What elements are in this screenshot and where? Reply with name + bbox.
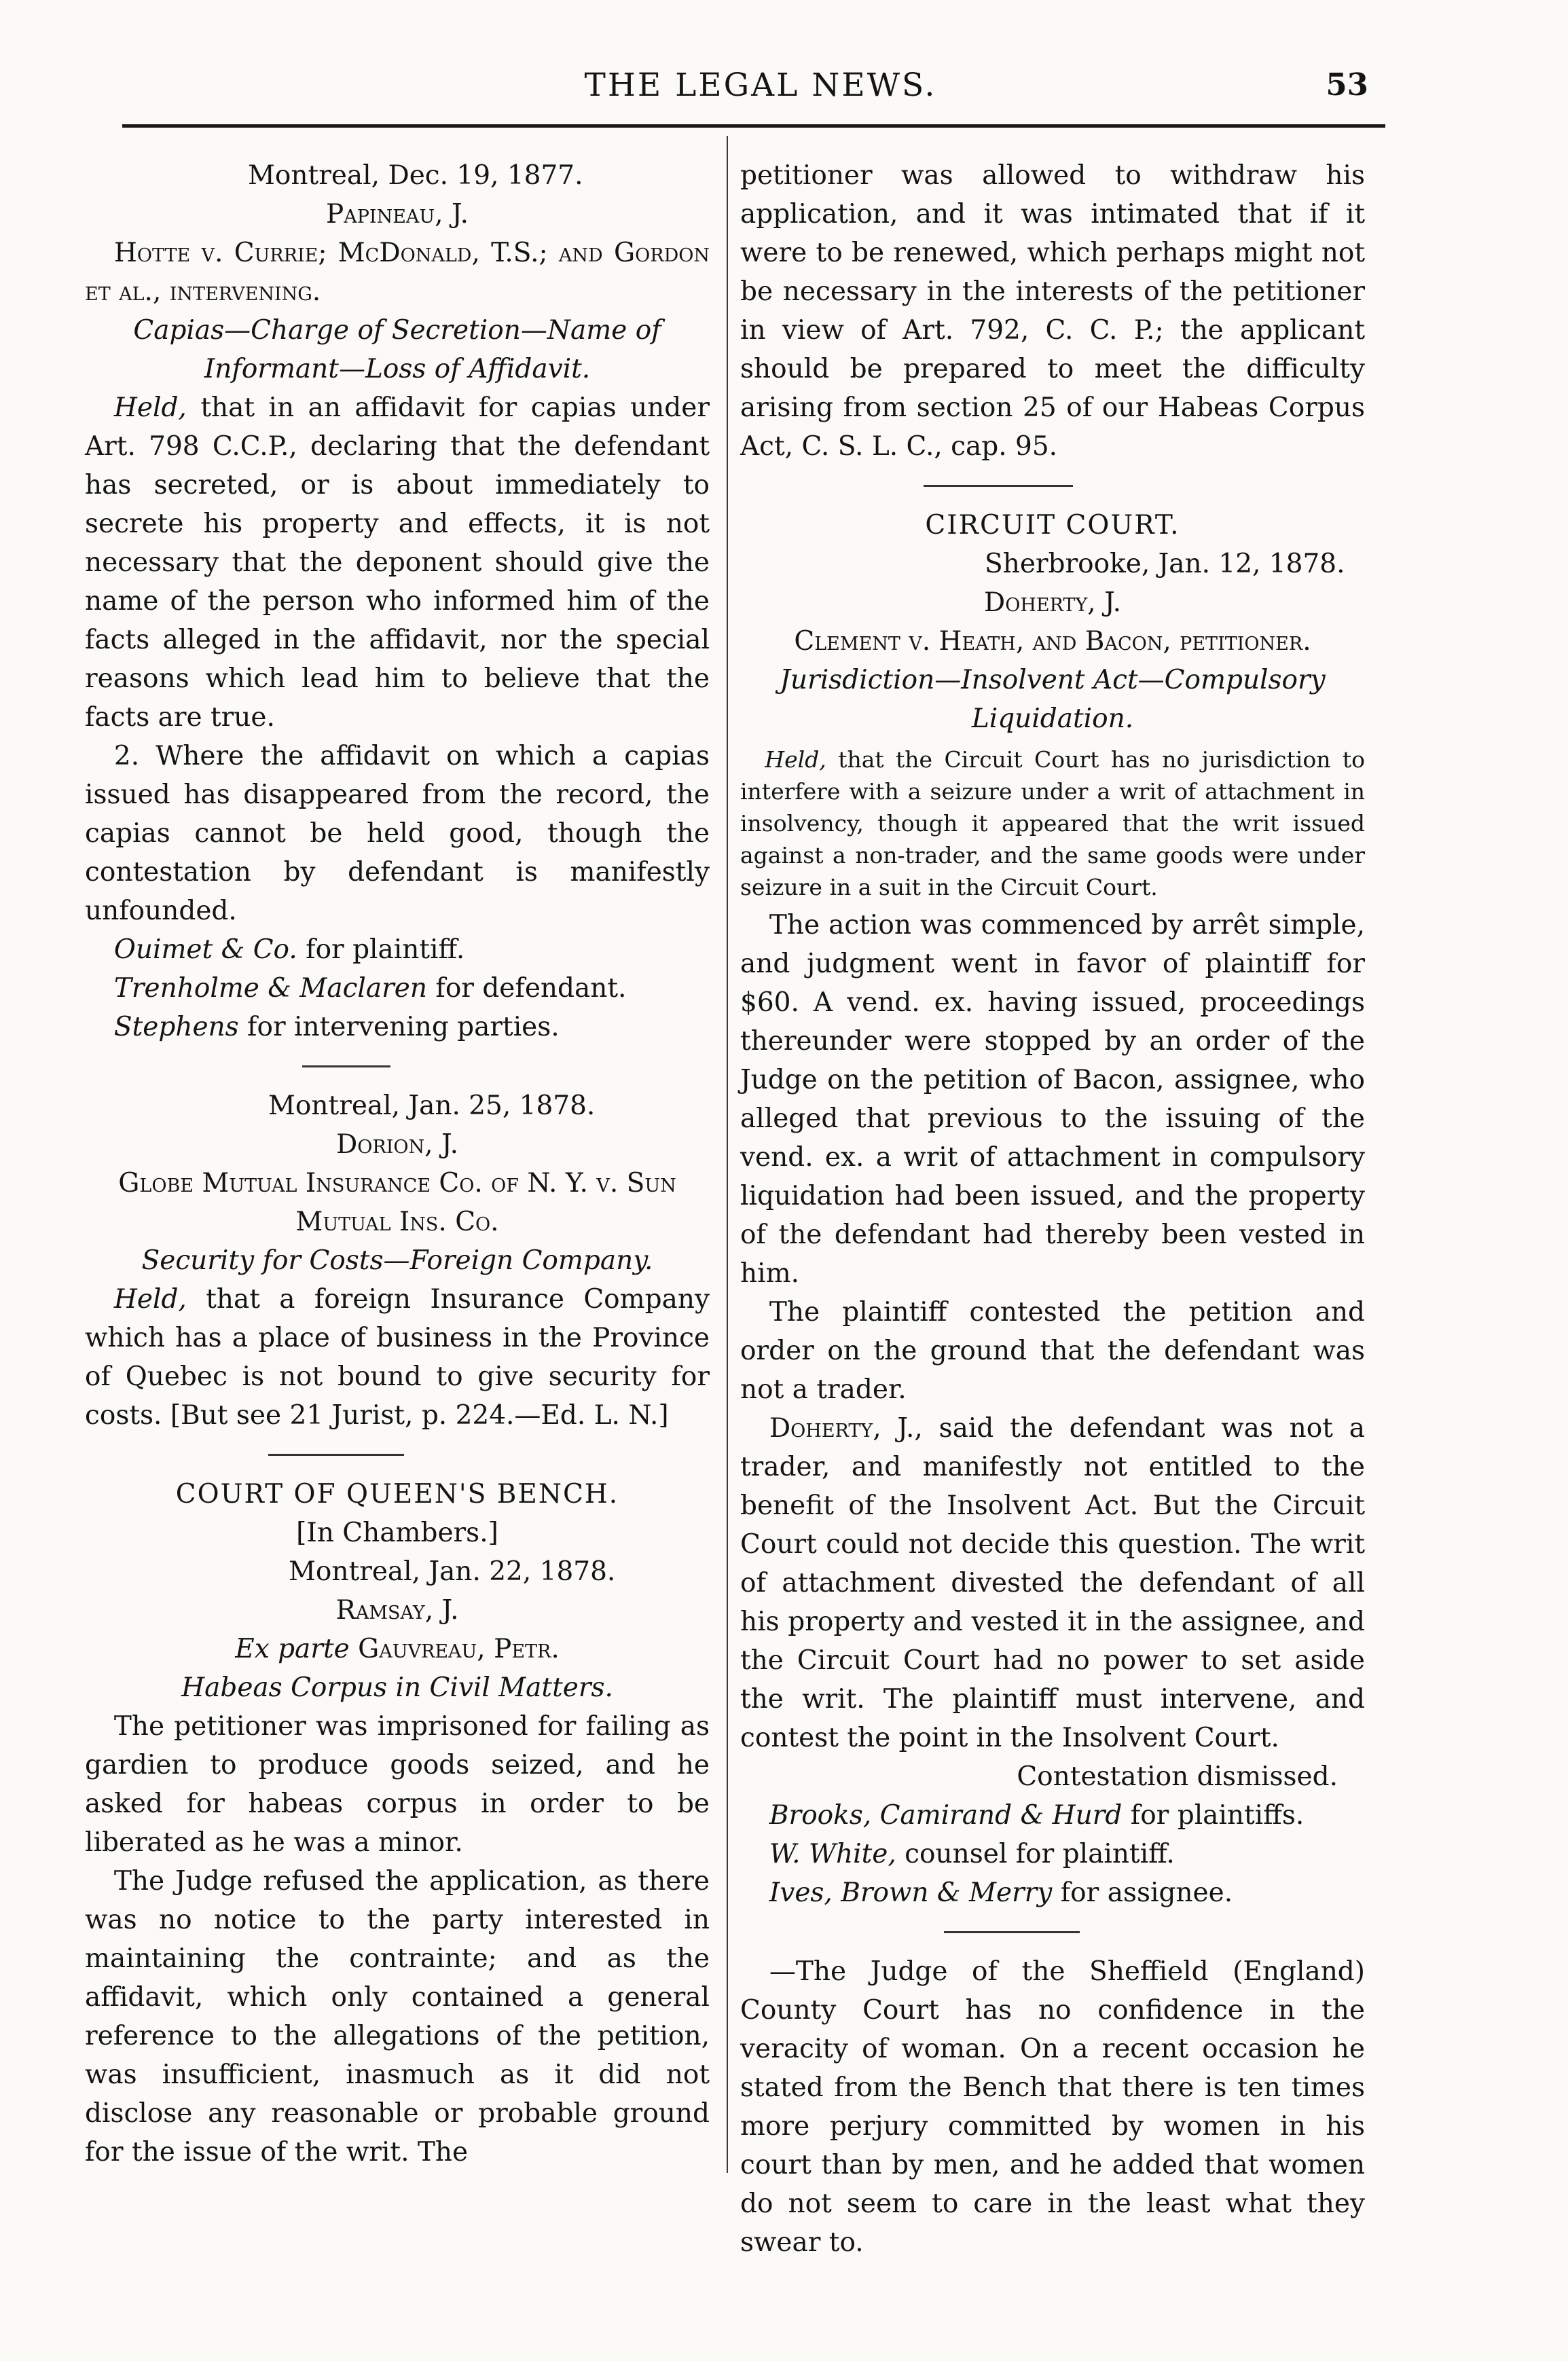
counsel-line (740, 1835, 1365, 1873)
held-lead: Held, (765, 746, 826, 773)
right-column (740, 156, 1365, 2262)
case-judge: Doherty, J. (983, 587, 1122, 618)
section-rule (302, 1065, 390, 1067)
parties-italic: Ex parte (235, 1634, 350, 1664)
counsel-name: W. White, (769, 1839, 896, 1869)
page-header (143, 60, 1379, 114)
case-hotte-v-currie (85, 156, 710, 1046)
counsel-role: for plaintiffs. (1122, 1800, 1305, 1831)
case-held (85, 388, 710, 737)
case-topic: Security for Costs—Foreign Company. (141, 1245, 653, 1276)
counsel-name: Ouimet & Co. (113, 934, 297, 965)
counsel-line (85, 1008, 710, 1046)
case-judge: Dorion, J. (336, 1129, 458, 1160)
case-parties: Globe Mutual Insurance Co. of N. Y. v. Sun Mutual Ins. Co. (118, 1168, 676, 1237)
section-rule (924, 485, 1073, 487)
header-rule (122, 124, 1385, 128)
counsel-name: Trenholme & Maclaren (113, 973, 427, 1004)
case-paragraph (740, 1409, 1365, 1757)
left-column (85, 156, 710, 2172)
judge-lead: Doherty, J., (769, 1413, 923, 1444)
case-held (85, 1280, 710, 1435)
case-date-place: Montreal, Jan. 25, 1878. (268, 1091, 596, 1121)
case-paragraph: The plaintiff contested the petition and order on the ground that the defendant was not a trader. (740, 1297, 1365, 1405)
section-rule (944, 1931, 1080, 1933)
case-paragraph: The petitioner was imprisoned for failing as gardien to produce goods seized, and he asked for habeas corpus in order to be liberated as he was a minor. (85, 1711, 710, 1858)
case-globe-v-sun (85, 1086, 710, 1435)
column-divider (727, 136, 728, 2173)
case-topic: Capias—Charge of Secretion—Name of Informant—Loss of Affidavit. (133, 315, 661, 384)
counsel-role: for defendant. (426, 973, 627, 1004)
counsel-line (85, 969, 710, 1008)
page-number: 53 (1326, 67, 1368, 103)
held-text: that in an affidavit for capias under Art. 798 C.C.P., declaring that the defendant has secreted, or is about immediately to secrete his property and effects, it is not necessary that the deponent should give the name of the person who informed him of the facts alleged in the affidavit, nor the special reasons which lead him to believe that the facts are true. (85, 392, 710, 733)
journal-title: THE LEGAL NEWS. (584, 67, 937, 104)
court-heading: CIRCUIT COURT. (925, 510, 1180, 541)
case-parties: Clement v. Heath, and Bacon, petitioner. (794, 626, 1311, 657)
held-lead: Held, (113, 1284, 187, 1315)
held-text: that a foreign Insurance Company which has a place of business in the Province of Quebec is not bound to give security for costs. [But see 21 Jurist, p. 224.—Ed. L. N.] (85, 1284, 710, 1431)
counsel-name: Ives, Brown & Merry (769, 1878, 1053, 1908)
counsel-line (85, 930, 710, 969)
case-clement-v-heath (740, 506, 1365, 1912)
case-point-2: 2. Where the affidavit on which a capias issued has disappeared from the record, the capias cannot be held good, though the contestation by defendant is manifestly unfounded. (85, 741, 710, 926)
held-text: that the Circuit Court has no jurisdiction to interfere with a seizure under a writ of attachment in insolvency, though it appeared that the writ issued against a non-trader, and the same goods were under seizure in a suit in the Circuit Court. (740, 746, 1365, 900)
continued-paragraph: petitioner was allowed to withdraw his application, and it was intimated that if it were to be renewed, which perhaps might not be necessary in the interests of the petitioner in view of Art. 792, C. C. P.; the applicant should be prepared to meet the difficulty arising from section 25 of our Habeas Corpus Act, C. S. L. C., cap. 95. (740, 160, 1365, 462)
counsel-name: Stephens (113, 1012, 239, 1042)
case-topic: Jurisdiction—Insolvent Act—Compulsory Liquidation. (780, 665, 1326, 734)
case-held (740, 744, 1365, 903)
counsel-role: counsel for plaintiff. (896, 1839, 1175, 1869)
parties-name: Gauvreau, Petr. (349, 1634, 560, 1664)
held-lead: Held, (113, 392, 187, 423)
case-result: Contestation dismissed. (1017, 1761, 1338, 1792)
case-paragraph: The action was commenced by arrêt simple, and judgment went in favor of plaintiff for $60. A vend. ex. having issued, proceedings thereunder were stopped by an order of the Judge on the petition of Bacon, assignee, who alleged that previous to the issuing of the vend. ex. a writ of attachment in compulsory liquidation had been issued, and the property of the defendant had thereby been vested in him. (740, 910, 1365, 1289)
case-date-place: Sherbrooke, Jan. 12, 1878. (985, 549, 1345, 579)
counsel-role: for plaintiff. (297, 934, 465, 965)
case-paragraph: The Judge refused the application, as there was no notice to the party interested in maintaining the contrainte; and as the affidavit, which only contained a general reference to the allegations of the petition, was insufficient, inasmuch as it did not disclose any reasonable or probable ground for the issue of the writ. The (85, 1866, 710, 2167)
case-judge: Ramsay, J. (335, 1595, 459, 1626)
court-heading: COURT OF QUEEN'S BENCH. (175, 1479, 619, 1509)
case-date-place: Montreal, Jan. 22, 1878. (289, 1556, 616, 1587)
case-parties (85, 1630, 710, 1668)
paragraph-text: said the defendant was not a trader, and manifestly not entitled to the benefit of the Insolvent Act. But the Circuit Court could not decide this question. The writ of attachment divested the defendant of all his property and vested it in the assignee, and the Circuit Court had no power to set aside the writ. The plaintiff must intervene, and contest the point in the Insolvent Court. (740, 1413, 1365, 1753)
news-note: —The Judge of the Sheffield (England) County Court has no confidence in the veracity of woman. On a recent occasion he stated from the Bench that there is ten times more perjury committed by women in his court than by men, and he added that women do not seem to care in the least what they swear to. (740, 1956, 1365, 2258)
counsel-role: for intervening parties. (238, 1012, 560, 1042)
counsel-name: Brooks, Camirand & Hurd (769, 1800, 1123, 1831)
case-ex-parte-gauvreau (85, 1475, 710, 2172)
section-rule (268, 1454, 404, 1456)
counsel-role: for assignee. (1052, 1878, 1233, 1908)
case-parties: Hotte v. Currie; McDonald, T.S.; and Gordon et al., intervening. (85, 238, 710, 307)
counsel-line (740, 1873, 1365, 1912)
court-subheading: [In Chambers.] (296, 1518, 498, 1548)
case-topic: Habeas Corpus in Civil Matters. (181, 1672, 613, 1703)
counsel-line (740, 1796, 1365, 1835)
case-judge: Papineau, J. (326, 199, 469, 230)
case-date-place: Montreal, Dec. 19, 1877. (248, 160, 583, 191)
